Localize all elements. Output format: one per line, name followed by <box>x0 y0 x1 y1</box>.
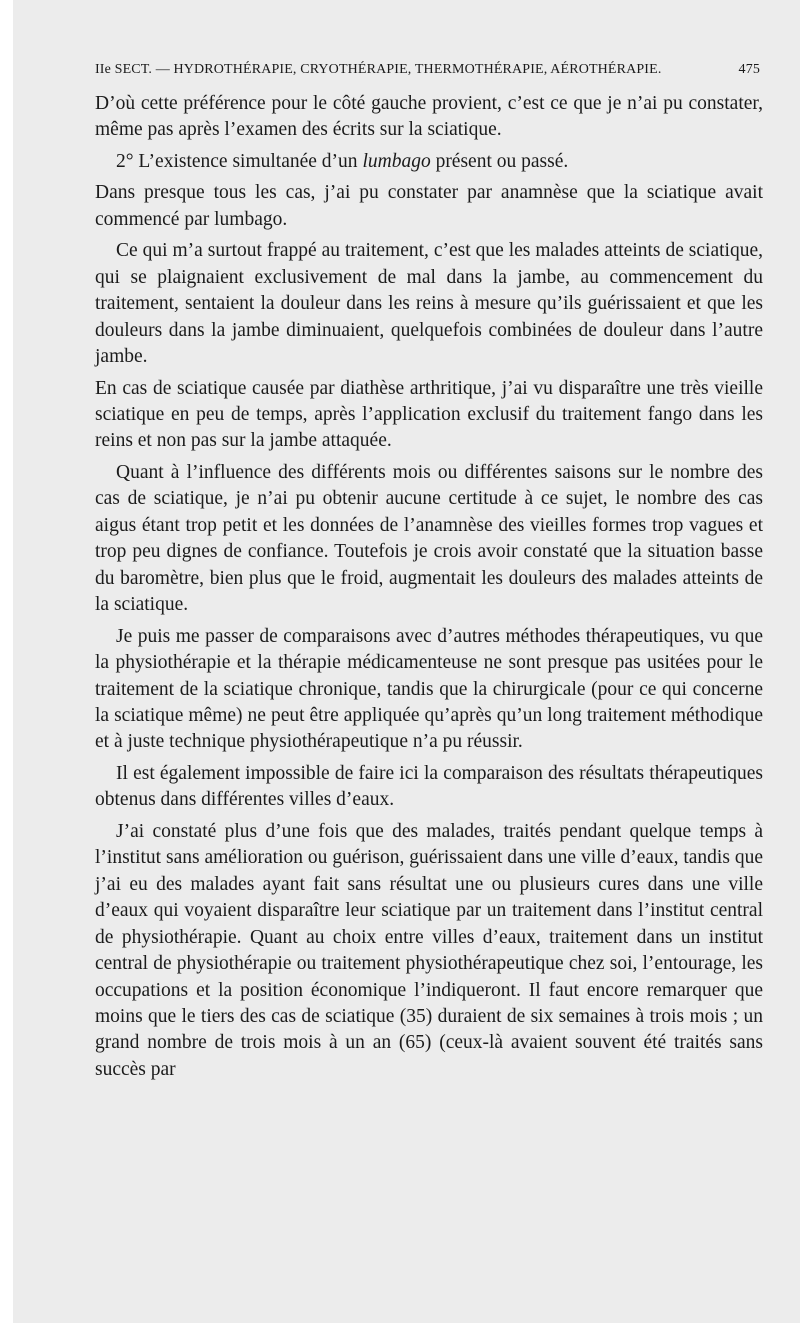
paragraph-2: 2° L’existence simultanée d’un lumbago présent ou passé. <box>116 150 569 172</box>
paragraph-9: J’ai constaté plus d’une fois que des malades, traités pendant quelque temps à l’institut sans amélioration ou guérison, guérissaient dans une ville d’eaux, tandis que j’ai eu des malades ayant fait sans résultat une ou plusieurs cures dans une ville d’eaux qui voyaient disparaître leur sciatique par un traitement dans l’institut central de physiothérapie. Quant au choix entre villes d’eaux, traitement dans un institut central de physiothérapie ou traitement physiothérapeutique chez soi, l’entourage, les occupations et la position économique l’indiqueront. Il faut encore remarquer que moins que le tiers des cas de sciatique (35) duraient de six semaines à trois mois ; un grand nombre de trois mois à un an (65) (ceux-là avaient souvent été traités sans succès par <box>95 820 763 1080</box>
paragraph-6: Quant à l’influence des différents mois ou différentes saisons sur le nombre des cas de sciatique, je n’ai pu obtenir aucune certitude à ce sujet, le nombre des cas aigus étant trop petit et les données de l’anamnèse des vieilles formes trop vagues et trop peu dignes de confiance. Toutefois je crois avoir constaté que la situation basse du baromètre, bien plus que le froid, augmentait les douleurs des malades atteints de la sciatique. <box>95 461 763 616</box>
running-title: IIe SECT. — HYDROTHÉRAPIE, CRYOTHÉRAPIE, THERMOTHÉRAPIE, AÉROTHÉRAPIE. <box>95 62 662 77</box>
paragraph-5: En cas de sciatique causée par diathèse arthritique, j’ai vu disparaître une très vieille sciatique en peu de temps, après l’application exclusif du traitement fango dans les reins et non pas sur la jambe attaquée. <box>95 377 763 452</box>
paragraph-3: Dans presque tous les cas, j’ai pu constater par anamnèse que la sciatique avait commencé par lumbago. <box>95 182 763 230</box>
paragraph-1: D’où cette préférence pour le côté gauche provient, c’est ce que je n’ai pu constater, même pas après l’examen des écrits sur la sciatique. <box>95 93 763 141</box>
body-text <box>95 91 763 1088</box>
page-number: 475 <box>738 62 760 77</box>
paragraph-7: Je puis me passer de comparaisons avec d’autres méthodes thérapeutiques, vu que la physiothérapie et la thérapie médicamenteuse ne sont presque pas usitées pour le traitement de la sciatique chronique, tandis que la chirurgicale (pour ce qui concerne la sciatique même) ne peut être appliquée qu’après qu’un long traitement méthodique et à juste technique physiothérapeutique n’a pu réussir. <box>95 625 763 753</box>
running-header <box>95 62 760 78</box>
italic-term: lumbago <box>362 150 431 172</box>
scan-margin <box>0 0 13 1323</box>
paragraph-4: Ce qui m’a surtout frappé au traitement, c’est que les malades atteints de sciatique, qui se plaignaient exclusivement de mal dans la jambe, au commencement du traitement, sentaient la douleur dans les reins à mesure qu’ils guérissaient et que les douleurs dans la jambe diminuaient, quelquefois combinées de douleur dans l’autre jambe. <box>95 240 763 368</box>
paragraph-8: Il est également impossible de faire ici la comparaison des résultats thérapeutiques obtenus dans différentes villes d’eaux. <box>95 762 763 811</box>
book-page <box>13 0 800 1323</box>
